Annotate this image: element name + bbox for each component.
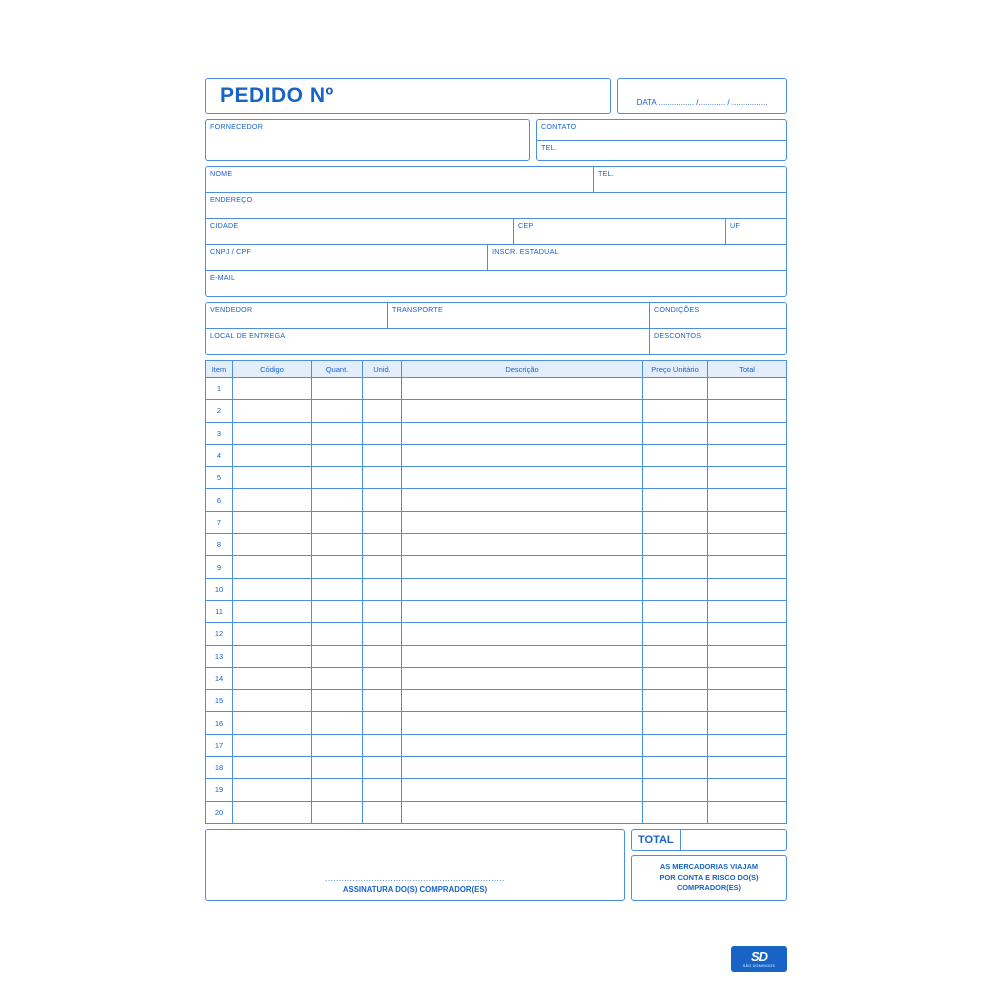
cell-unid[interactable] bbox=[363, 645, 402, 667]
date-field[interactable] bbox=[617, 78, 787, 114]
cell-descricao[interactable] bbox=[402, 400, 643, 422]
cell-codigo[interactable] bbox=[233, 422, 312, 444]
cell-unid[interactable] bbox=[363, 378, 402, 400]
cell-quant[interactable] bbox=[312, 534, 363, 556]
cell-quant[interactable] bbox=[312, 801, 363, 823]
cell-preco[interactable] bbox=[643, 534, 708, 556]
table-row bbox=[206, 511, 787, 533]
notice-line-2: POR CONTA E RISCO DO(S) bbox=[659, 872, 759, 882]
cell-total[interactable] bbox=[708, 489, 787, 511]
cell-codigo[interactable] bbox=[233, 600, 312, 622]
cell-codigo[interactable] bbox=[233, 378, 312, 400]
cell-total[interactable] bbox=[708, 444, 787, 466]
table-row bbox=[206, 623, 787, 645]
cell-descricao[interactable] bbox=[402, 556, 643, 578]
cnpj-label: CNPJ / CPF bbox=[210, 246, 252, 256]
table-row bbox=[206, 400, 787, 422]
cell-total[interactable] bbox=[708, 467, 787, 489]
cell-preco[interactable] bbox=[643, 467, 708, 489]
cell-codigo[interactable] bbox=[233, 489, 312, 511]
contato-label: CONTATO bbox=[541, 121, 577, 131]
cnpj-field[interactable] bbox=[206, 245, 488, 270]
client-row-email bbox=[206, 271, 786, 296]
cell-codigo[interactable] bbox=[233, 734, 312, 756]
client-row-cidade bbox=[206, 219, 786, 245]
cell-descricao[interactable] bbox=[402, 645, 643, 667]
cell-codigo[interactable] bbox=[233, 400, 312, 422]
cell-preco[interactable] bbox=[643, 511, 708, 533]
delivery-row-local bbox=[206, 329, 786, 354]
cell-item: 5 bbox=[206, 467, 233, 489]
cell-unid[interactable] bbox=[363, 400, 402, 422]
table-row bbox=[206, 444, 787, 466]
cell-descricao[interactable] bbox=[402, 534, 643, 556]
email-field[interactable] bbox=[206, 271, 786, 296]
cell-unid[interactable] bbox=[363, 534, 402, 556]
cell-codigo[interactable] bbox=[233, 712, 312, 734]
cell-quant[interactable] bbox=[312, 489, 363, 511]
cell-descricao[interactable] bbox=[402, 690, 643, 712]
cell-total[interactable] bbox=[708, 600, 787, 622]
cell-unid[interactable] bbox=[363, 757, 402, 779]
descontos-field[interactable] bbox=[650, 329, 786, 354]
cell-quant[interactable] bbox=[312, 556, 363, 578]
supplier-section bbox=[205, 119, 787, 161]
cell-descricao[interactable] bbox=[402, 734, 643, 756]
cell-unid[interactable] bbox=[363, 690, 402, 712]
cell-item: 3 bbox=[206, 422, 233, 444]
cell-preco[interactable] bbox=[643, 667, 708, 689]
brand-mark: SD bbox=[750, 949, 768, 964]
cell-descricao[interactable] bbox=[402, 779, 643, 801]
items-table-head bbox=[206, 361, 787, 378]
table-row bbox=[206, 734, 787, 756]
cell-quant[interactable] bbox=[312, 734, 363, 756]
cell-total[interactable] bbox=[708, 667, 787, 689]
table-row bbox=[206, 645, 787, 667]
cell-codigo[interactable] bbox=[233, 534, 312, 556]
cell-descricao[interactable] bbox=[402, 801, 643, 823]
cell-unid[interactable] bbox=[363, 712, 402, 734]
table-row bbox=[206, 578, 787, 600]
order-form-sheet bbox=[205, 78, 787, 968]
table-row bbox=[206, 422, 787, 444]
fornecedor-field[interactable] bbox=[205, 119, 530, 161]
fornecedor-label: FORNECEDOR bbox=[210, 121, 264, 131]
cell-unid[interactable] bbox=[363, 578, 402, 600]
table-row bbox=[206, 556, 787, 578]
cell-unid[interactable] bbox=[363, 556, 402, 578]
nome-field[interactable] bbox=[206, 167, 594, 192]
pedido-number-box[interactable] bbox=[205, 78, 611, 114]
cell-unid[interactable] bbox=[363, 444, 402, 466]
total-box[interactable] bbox=[631, 829, 787, 851]
cell-quant[interactable] bbox=[312, 578, 363, 600]
client-tel-label: TEL. bbox=[598, 168, 614, 178]
cell-item: 6 bbox=[206, 489, 233, 511]
date-label: DATA ................ /............ / ................ bbox=[636, 98, 768, 107]
notice-line-3: COMPRADOR(ES) bbox=[676, 883, 742, 893]
cell-total[interactable] bbox=[708, 400, 787, 422]
condicoes-label: CONDIÇÕES bbox=[654, 304, 700, 314]
cell-codigo[interactable] bbox=[233, 467, 312, 489]
total-label: TOTAL bbox=[632, 830, 681, 850]
cell-unid[interactable] bbox=[363, 801, 402, 823]
col-preco-unitario: Preço Unitário bbox=[643, 361, 708, 378]
inscricao-estadual-label: INSCR. ESTADUAL bbox=[492, 246, 559, 256]
vendedor-label: VENDEDOR bbox=[210, 304, 253, 314]
cell-quant[interactable] bbox=[312, 757, 363, 779]
items-table-body bbox=[206, 378, 787, 824]
cell-quant[interactable] bbox=[312, 600, 363, 622]
cell-quant[interactable] bbox=[312, 444, 363, 466]
cell-codigo[interactable] bbox=[233, 779, 312, 801]
items-header-row bbox=[206, 361, 787, 378]
col-unid: Unid. bbox=[363, 361, 402, 378]
page-title: PEDIDO Nº bbox=[220, 84, 334, 107]
cell-total[interactable] bbox=[708, 757, 787, 779]
cell-descricao[interactable] bbox=[402, 467, 643, 489]
cell-quant[interactable] bbox=[312, 667, 363, 689]
table-row bbox=[206, 712, 787, 734]
cell-item: 11 bbox=[206, 600, 233, 622]
table-row bbox=[206, 757, 787, 779]
cell-preco[interactable] bbox=[643, 578, 708, 600]
cell-preco[interactable] bbox=[643, 489, 708, 511]
cell-quant[interactable] bbox=[312, 422, 363, 444]
cell-total[interactable] bbox=[708, 422, 787, 444]
delivery-row-vendedor bbox=[206, 303, 786, 329]
contato-field[interactable] bbox=[536, 119, 787, 140]
cell-total[interactable] bbox=[708, 378, 787, 400]
brand-name: SÃO DOMINGOS bbox=[742, 964, 776, 968]
cell-quant[interactable] bbox=[312, 779, 363, 801]
cell-quant[interactable] bbox=[312, 690, 363, 712]
client-row-endereco bbox=[206, 193, 786, 219]
col-descricao: Descrição bbox=[402, 361, 643, 378]
cell-preco[interactable] bbox=[643, 444, 708, 466]
shipping-notice bbox=[631, 855, 787, 901]
table-row bbox=[206, 779, 787, 801]
cell-quant[interactable] bbox=[312, 378, 363, 400]
cell-descricao[interactable] bbox=[402, 623, 643, 645]
cell-descricao[interactable] bbox=[402, 444, 643, 466]
cell-total[interactable] bbox=[708, 690, 787, 712]
cell-item: 8 bbox=[206, 534, 233, 556]
uf-label: UF bbox=[730, 220, 740, 230]
table-row bbox=[206, 534, 787, 556]
cell-unid[interactable] bbox=[363, 467, 402, 489]
cell-preco[interactable] bbox=[643, 712, 708, 734]
email-label: E-MAIL bbox=[210, 272, 236, 282]
cell-total[interactable] bbox=[708, 779, 787, 801]
cell-quant[interactable] bbox=[312, 467, 363, 489]
vendedor-field[interactable] bbox=[206, 303, 388, 328]
cell-quant[interactable] bbox=[312, 712, 363, 734]
cell-total[interactable] bbox=[708, 511, 787, 533]
condicoes-field[interactable] bbox=[650, 303, 786, 328]
cell-total[interactable] bbox=[708, 645, 787, 667]
cell-descricao[interactable] bbox=[402, 578, 643, 600]
cell-quant[interactable] bbox=[312, 645, 363, 667]
cell-preco[interactable] bbox=[643, 422, 708, 444]
cell-codigo[interactable] bbox=[233, 578, 312, 600]
cell-preco[interactable] bbox=[643, 645, 708, 667]
cell-descricao[interactable] bbox=[402, 489, 643, 511]
cell-total[interactable] bbox=[708, 556, 787, 578]
cell-unid[interactable] bbox=[363, 734, 402, 756]
cell-descricao[interactable] bbox=[402, 600, 643, 622]
cell-preco[interactable] bbox=[643, 779, 708, 801]
cell-preco[interactable] bbox=[643, 556, 708, 578]
cell-item: 14 bbox=[206, 667, 233, 689]
uf-field[interactable] bbox=[726, 219, 786, 244]
brand-logo bbox=[731, 946, 787, 972]
cell-total[interactable] bbox=[708, 734, 787, 756]
contact-column bbox=[536, 119, 787, 161]
cell-item: 16 bbox=[206, 712, 233, 734]
cell-quant[interactable] bbox=[312, 623, 363, 645]
transporte-label: TRANSPORTE bbox=[392, 304, 443, 314]
cell-item: 1 bbox=[206, 378, 233, 400]
cell-codigo[interactable] bbox=[233, 444, 312, 466]
cell-descricao[interactable] bbox=[402, 422, 643, 444]
endereco-label: ENDEREÇO bbox=[210, 194, 253, 204]
form-header bbox=[205, 78, 787, 114]
col-total: Total bbox=[708, 361, 787, 378]
signature-line: .................................................................. bbox=[325, 873, 505, 883]
cell-total[interactable] bbox=[708, 534, 787, 556]
cell-preco[interactable] bbox=[643, 690, 708, 712]
cell-unid[interactable] bbox=[363, 422, 402, 444]
table-row bbox=[206, 667, 787, 689]
cell-total[interactable] bbox=[708, 801, 787, 823]
notice-line-1: AS MERCADORIAS VIAJAM bbox=[659, 861, 759, 871]
cell-total[interactable] bbox=[708, 623, 787, 645]
cell-item: 18 bbox=[206, 757, 233, 779]
endereco-field[interactable] bbox=[206, 193, 786, 218]
nome-label: NOME bbox=[210, 168, 233, 178]
cell-item: 4 bbox=[206, 444, 233, 466]
client-row-nome bbox=[206, 167, 786, 193]
cell-preco[interactable] bbox=[643, 801, 708, 823]
client-row-cnpj bbox=[206, 245, 786, 271]
cell-unid[interactable] bbox=[363, 779, 402, 801]
cep-label: CEP bbox=[518, 220, 534, 230]
cidade-label: CIDADE bbox=[210, 220, 239, 230]
cell-preco[interactable] bbox=[643, 623, 708, 645]
cell-preco[interactable] bbox=[643, 600, 708, 622]
cell-codigo[interactable] bbox=[233, 645, 312, 667]
cell-descricao[interactable] bbox=[402, 712, 643, 734]
col-quant: Quant. bbox=[312, 361, 363, 378]
signature-box[interactable] bbox=[205, 829, 625, 901]
signature-label: ASSINATURA DO(S) COMPRADOR(ES) bbox=[342, 884, 488, 894]
items-table bbox=[205, 360, 787, 824]
form-footer bbox=[205, 829, 787, 901]
cell-item: 7 bbox=[206, 511, 233, 533]
cell-unid[interactable] bbox=[363, 489, 402, 511]
table-row bbox=[206, 378, 787, 400]
cell-descricao[interactable] bbox=[402, 667, 643, 689]
cell-preco[interactable] bbox=[643, 378, 708, 400]
footer-right-column bbox=[631, 829, 787, 901]
cell-quant[interactable] bbox=[312, 511, 363, 533]
cell-total[interactable] bbox=[708, 712, 787, 734]
cell-item: 17 bbox=[206, 734, 233, 756]
cell-codigo[interactable] bbox=[233, 623, 312, 645]
cell-unid[interactable] bbox=[363, 667, 402, 689]
local-entrega-label: LOCAL DE ENTREGA bbox=[210, 330, 286, 340]
cell-unid[interactable] bbox=[363, 623, 402, 645]
table-row bbox=[206, 467, 787, 489]
cell-quant[interactable] bbox=[312, 400, 363, 422]
col-item: Item bbox=[206, 361, 233, 378]
inscricao-estadual-field[interactable] bbox=[488, 245, 786, 270]
cell-preco[interactable] bbox=[643, 734, 708, 756]
client-tel-field[interactable] bbox=[594, 167, 786, 192]
supplier-tel-field[interactable] bbox=[536, 140, 787, 161]
cell-item: 12 bbox=[206, 623, 233, 645]
cell-item: 19 bbox=[206, 779, 233, 801]
cell-item: 9 bbox=[206, 556, 233, 578]
descontos-label: DESCONTOS bbox=[654, 330, 702, 340]
delivery-section bbox=[205, 302, 787, 355]
cell-codigo[interactable] bbox=[233, 556, 312, 578]
cell-item: 2 bbox=[206, 400, 233, 422]
cell-total[interactable] bbox=[708, 578, 787, 600]
cell-codigo[interactable] bbox=[233, 801, 312, 823]
transporte-field[interactable] bbox=[388, 303, 650, 328]
cell-unid[interactable] bbox=[363, 600, 402, 622]
cell-item: 13 bbox=[206, 645, 233, 667]
cidade-field[interactable] bbox=[206, 219, 514, 244]
cell-codigo[interactable] bbox=[233, 667, 312, 689]
cell-codigo[interactable] bbox=[233, 511, 312, 533]
table-row bbox=[206, 690, 787, 712]
cep-field[interactable] bbox=[514, 219, 726, 244]
cell-item: 15 bbox=[206, 690, 233, 712]
cell-descricao[interactable] bbox=[402, 511, 643, 533]
col-codigo: Código bbox=[233, 361, 312, 378]
client-section bbox=[205, 166, 787, 297]
supplier-tel-label: TEL. bbox=[541, 142, 557, 152]
cell-codigo[interactable] bbox=[233, 757, 312, 779]
cell-item: 10 bbox=[206, 578, 233, 600]
cell-preco[interactable] bbox=[643, 400, 708, 422]
table-row bbox=[206, 600, 787, 622]
cell-descricao[interactable] bbox=[402, 757, 643, 779]
cell-codigo[interactable] bbox=[233, 690, 312, 712]
local-entrega-field[interactable] bbox=[206, 329, 650, 354]
table-row bbox=[206, 801, 787, 823]
cell-preco[interactable] bbox=[643, 757, 708, 779]
cell-item: 20 bbox=[206, 801, 233, 823]
cell-unid[interactable] bbox=[363, 511, 402, 533]
cell-descricao[interactable] bbox=[402, 378, 643, 400]
table-row bbox=[206, 489, 787, 511]
